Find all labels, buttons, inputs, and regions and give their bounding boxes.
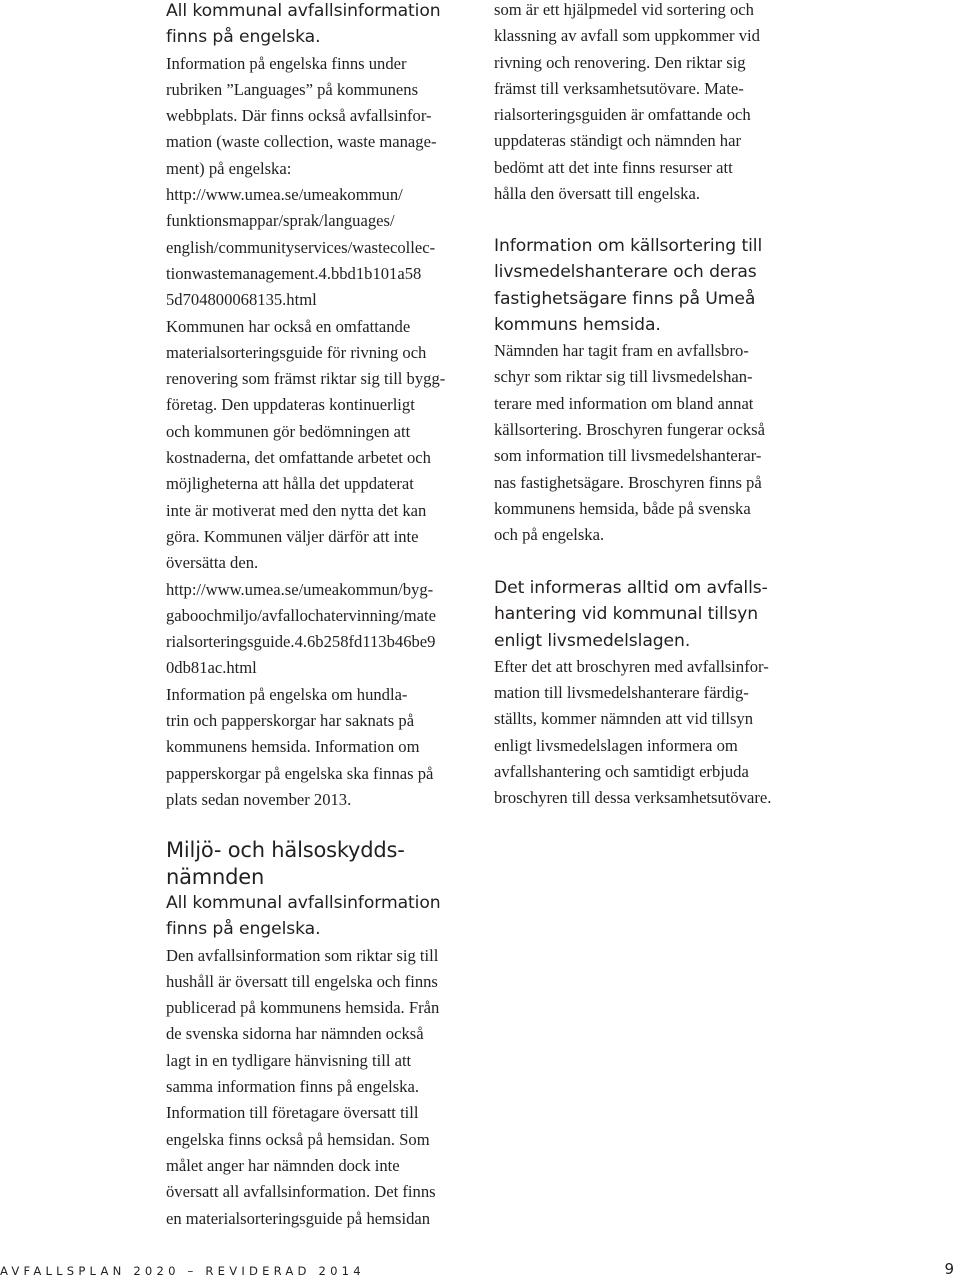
footer-document-title: AVFALLSPLAN 2020 – REVIDERAD 2014 xyxy=(0,1264,365,1278)
left-section-environment-health-committee xyxy=(166,837,441,1232)
section-heading: All kommunal avfallsinformation finns på engelska. xyxy=(166,893,441,940)
section-body: Efter det att broschyren med avfallsinfor- mation till livsmedelshanterare färdig- ställts, kommer nämnden att vid tillsyn enligt livsmedelslagen informera om avfallshantering och samtidigt erbjuda broschyren till dessa verksamhetsutövare. xyxy=(494,656,772,808)
section-body: Nämnden har tagit fram en avfallsbro- schyr som riktar sig till livsmedelshan- terare med information om bland annat källsortering. Broschyren fungerar också som information till livsmedelshanterar- nas fastighetsägare. Broschyren finns på kommunens hemsida, både på svenska och på engelska. xyxy=(494,341,765,545)
left-section-waste-info-english xyxy=(166,0,445,813)
section-heading: Information om källsortering till livsmedelshanterare och deras fastighetsägare finns på Umeå kommuns hemsida. xyxy=(494,236,763,335)
section-heading: Det informeras alltid om avfalls- hantering vid kommunal tillsyn enligt livsmedelslagen. xyxy=(494,578,768,651)
section-body: Information på engelska finns under rubriken ”Languages” på kommunens webbplats. Där finns också avfallsinfor- mation (waste collection, waste manage- ment) på engelska: http://www.umea.se/umeakommun/ funktionsmappar/sprak/languages/ english/communityservices/wastecollec- tionwastemanagement.4.bbd1b101a58 5d704800068135.html Kommunen har också en omfattande materialsorteringsguide för rivning och renovering som främst riktar sig till bygg- företag. Den uppdateras kontinuerligt och kommunen gör bedömningen att kostnaderna, det omfattande arbetet och möjligheterna att hålla det uppdaterat inte är motiverat med den nytta det kan göra. Kommunen väljer därför att inte översätta den. http://www.umea.se/umeakommun/byg- gaboochmiljo/avfallochatervinning/mate rialsorteringsguide.4.6b258fd113b46be9 0db81ac.html Information på engelska om hundla- trin och papperskorgar har saknats på kommunens hemsida. Information om papperskorgar på engelska ska finnas på plats sedan november 2013. xyxy=(166,53,446,809)
section-body: som är ett hjälpmedel vid sortering och klassning av avfall som uppkommer vid rivning och renovering. Den riktar sig främst till verksamhetsutövare. Mate- rialsorteringsguiden är omfattande och uppdateras ständigt och nämnden har bedömt att det inte finns resurser att hålla den översatt till engelska. xyxy=(494,0,760,204)
right-section-inspection-info xyxy=(494,575,771,812)
right-intro-continuation xyxy=(494,0,760,207)
section-heading: All kommunal avfallsinformation finns på engelska. xyxy=(166,1,441,48)
right-section-sorting-food-handlers xyxy=(494,233,765,549)
committee-title: Miljö- och hälsoskydds- nämnden xyxy=(166,838,405,889)
section-body: Den avfallsinformation som riktar sig till hushåll är översatt till engelska och finns publicerad på kommunens hemsida. Från de svenska sidorna har nämnden också lagt in en tydligare hänvisning till att samma information finns på engelska. Information till företagare översatt till engelska finns också på hemsidan. Som målet anger har nämnden dock inte översatt all avfallsinformation. Det finns en materialsorteringsguide på hemsidan xyxy=(166,945,440,1228)
footer-page-number: 9 xyxy=(944,1260,954,1278)
